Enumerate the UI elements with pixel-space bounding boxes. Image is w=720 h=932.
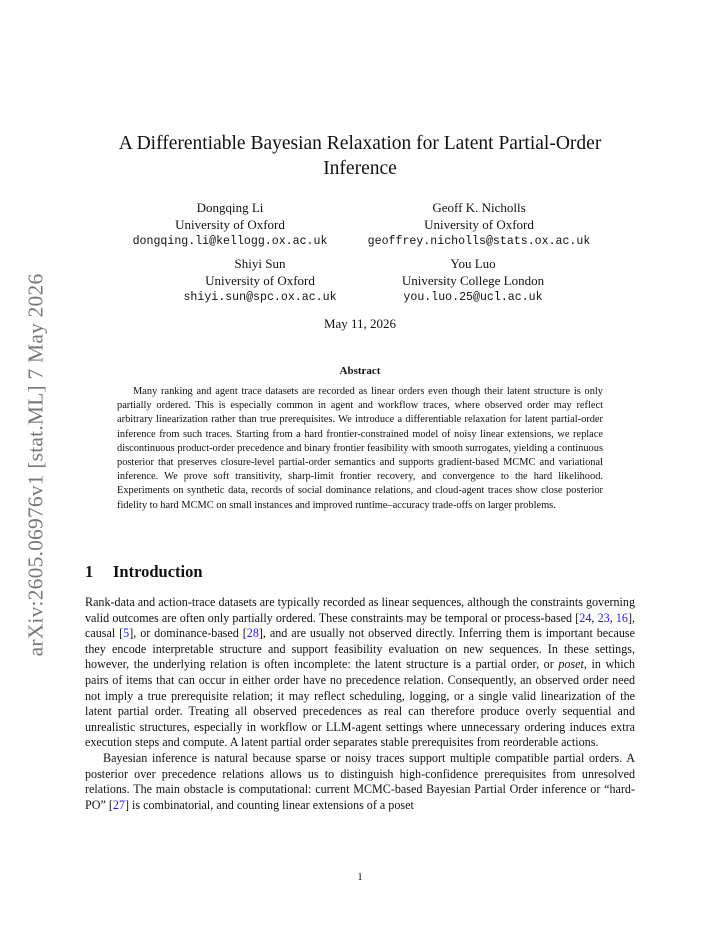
abstract-heading: Abstract bbox=[339, 365, 381, 377]
author-name: Geoff K. Nicholls bbox=[432, 200, 526, 215]
citation-link[interactable]: 28 bbox=[246, 626, 259, 641]
author-affiliation: University College London bbox=[401, 273, 545, 288]
text-run: ] is combinatorial, and counting linear extensions of a poset bbox=[124, 797, 414, 812]
author-name: Dongqing Li bbox=[196, 200, 264, 215]
author-block bbox=[150, 255, 370, 306]
text-run: ], and are usually not observed directly. Inferring them is important because they encode interpretable structure and support feasibility evaluation on new sequences. In these settings, however, the underlying relation is often incomplete: the latent structure is a partial order, or bbox=[85, 626, 635, 672]
author-email[interactable]: dongqing.li@kellogg.ox.ac.uk bbox=[132, 235, 328, 248]
text-run: Rank-data and action-trace datasets are typically recorded as linear sequences, although the constraints governing valid outcomes are often only partially ordered. These constraints may be temporal or process-based [ bbox=[85, 595, 635, 625]
text-run: , in which pairs of items that can occur in either order have no precedence relation. Consequently, an observed order need not imply a true prerequisite relation; it may reflect scheduling, logging, or a single valid linearization of the latent partial order. Treating all observed precedences as real can therefore produce overly sequential and unrealistic structures, especially in workflow or LLM-agent settings where unnecessary ordering induces extra execution steps and compute. A latent partial order separates stable prerequisites from reorderable actions. bbox=[85, 657, 635, 750]
citation-link[interactable]: 16 bbox=[615, 610, 628, 625]
author-affiliation: University of Oxford bbox=[175, 217, 285, 232]
text-run: ], or dominance-based [ bbox=[129, 626, 247, 641]
author-block bbox=[370, 255, 576, 306]
author-affiliation: University of Oxford bbox=[205, 273, 315, 288]
emphasis: poset bbox=[558, 657, 584, 672]
text-run: ], causal [ bbox=[85, 610, 636, 641]
text-run: , bbox=[591, 610, 598, 625]
section-number: 1 bbox=[85, 562, 94, 581]
section-heading bbox=[85, 562, 203, 582]
page-number: 1 bbox=[357, 871, 363, 883]
author-block bbox=[358, 199, 600, 250]
citation-link[interactable]: 27 bbox=[112, 797, 125, 812]
body-text bbox=[85, 595, 635, 813]
paragraph bbox=[85, 595, 635, 751]
arxiv-identifier: arXiv:2605.06976v1 [stat.ML] 7 May 2026 bbox=[23, 273, 48, 657]
author-email[interactable]: shiyi.sun@spc.ox.ac.uk bbox=[183, 291, 337, 304]
citation-link[interactable]: 23 bbox=[597, 610, 610, 625]
author-block bbox=[120, 199, 340, 250]
paper-date: May 11, 2026 bbox=[323, 316, 397, 331]
text-run: Bayesian inference is natural because sparse or noisy traces support multiple compatible partial orders. A posterior over precedence relations allows us to distinguish high-confidence prerequisites from unresolved relations. The main obstacle is computational: current MCMC-based Bayesian Partial Order inference or “hard-PO” [ bbox=[85, 750, 635, 812]
author-email[interactable]: geoffrey.nicholls@stats.ox.ac.uk bbox=[367, 235, 591, 248]
text-run: , bbox=[609, 610, 616, 625]
citation-link[interactable]: 5 bbox=[123, 626, 130, 641]
author-email[interactable]: you.luo.25@ucl.ac.uk bbox=[403, 291, 543, 304]
author-affiliation: University of Oxford bbox=[424, 217, 534, 232]
section-title: Introduction bbox=[113, 562, 203, 581]
author-name: Shiyi Sun bbox=[234, 256, 286, 271]
abstract-text: Many ranking and agent trace datasets are recorded as linear orders even though their latent structure is only partially ordered. This is especially common in agent and workflow traces, where observed order may reflect arbitrary linearization rather than true prerequisites. We introduce a differentiable relaxation for latent partial-order inference from such traces. Starting from a hard frontier-constrained model of noisy linear extensions, we replace discontinuous product-order precedence and binary frontier feasibility with smooth surrogates, yielding a continuous posterior that preserves closure-level partial-order semantics and supports gradient-based MCMC and variational inference. We prove soft transitivity, sharp-limit frontier recovery, and convergence to the hard likelihood. Experiments on synthetic data, records of social dominance relations, and cloud-agent traces show close posterior fidelity to hard MCMC on small instances and improved runtime–accuracy trade-offs on larger problems. bbox=[117, 386, 603, 511]
paragraph bbox=[85, 751, 635, 813]
author-name: You Luo bbox=[450, 256, 496, 271]
paper-title: A Differentiable Bayesian Relaxation for Latent Partial-Order Inference bbox=[118, 133, 602, 179]
citation-link[interactable]: 24 bbox=[579, 610, 592, 625]
